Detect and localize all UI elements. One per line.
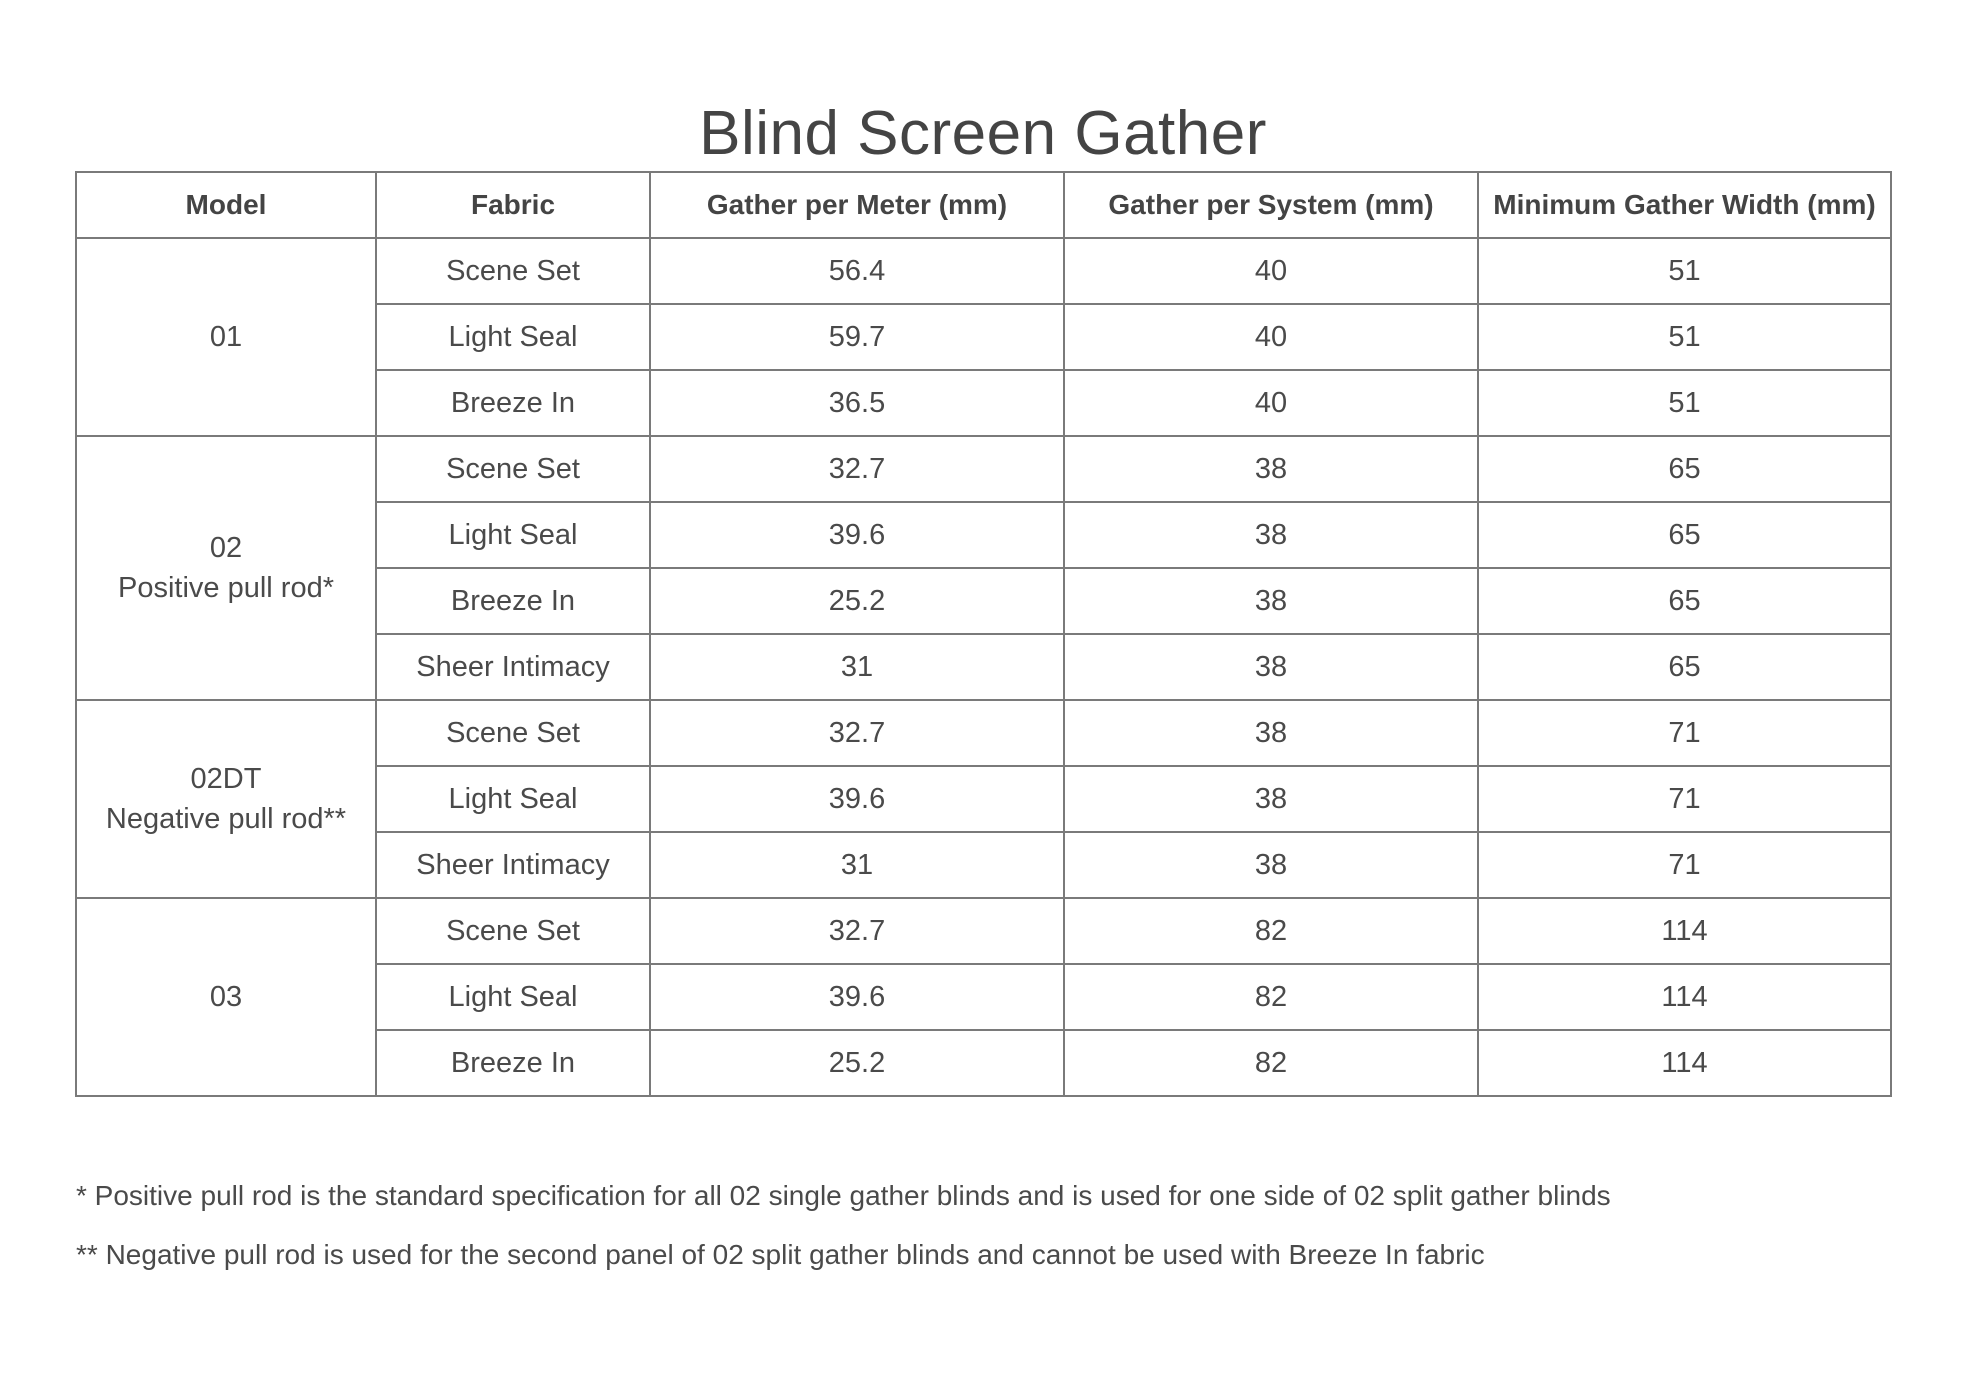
minimum-gather-width-cell: 114 — [1478, 1030, 1891, 1096]
gather-per-meter-cell: 32.7 — [650, 898, 1064, 964]
header-row — [76, 172, 1891, 238]
model-cell — [76, 238, 376, 436]
minimum-gather-width-cell: 65 — [1478, 568, 1891, 634]
model-subtitle: Negative pull rod** — [105, 803, 347, 835]
minimum-gather-width-cell: 65 — [1478, 436, 1891, 502]
gather-per-system-cell: 38 — [1064, 700, 1478, 766]
gather-per-meter-cell: 31 — [650, 832, 1064, 898]
fabric-cell: Breeze In — [376, 370, 650, 436]
gather-per-system-cell: 38 — [1064, 568, 1478, 634]
minimum-gather-width-cell: 114 — [1478, 964, 1891, 1030]
header-gather-per-meter: Gather per Meter (mm) — [650, 172, 1064, 238]
table-row — [76, 436, 1891, 502]
fabric-cell: Light Seal — [376, 964, 650, 1030]
footnote-negative-pull-rod: ** Negative pull rod is used for the second panel of 02 split gather blinds and cannot be used with Breeze In fabric — [76, 1239, 1485, 1270]
fabric-cell: Scene Set — [376, 700, 650, 766]
model-name: 02DT — [190, 763, 262, 795]
fabric-cell: Scene Set — [376, 436, 650, 502]
table-row — [76, 898, 1891, 964]
model-subtitle: Positive pull rod* — [118, 572, 334, 604]
fabric-cell: Light Seal — [376, 304, 650, 370]
fabric-cell: Scene Set — [376, 898, 650, 964]
gather-table — [75, 171, 1892, 1097]
fabric-cell: Light Seal — [376, 766, 650, 832]
model-name: 03 — [209, 981, 243, 1013]
gather-per-system-cell: 38 — [1064, 502, 1478, 568]
fabric-cell: Breeze In — [376, 568, 650, 634]
gather-per-meter-cell: 39.6 — [650, 766, 1064, 832]
gather-per-system-cell: 40 — [1064, 304, 1478, 370]
gather-per-meter-cell: 56.4 — [650, 238, 1064, 304]
footnote-positive-pull-rod: * Positive pull rod is the standard specification for all 02 single gather blinds and is used for one side of 02 split gather blinds — [76, 1180, 1611, 1211]
gather-per-system-cell: 38 — [1064, 766, 1478, 832]
gather-per-system-cell: 38 — [1064, 634, 1478, 700]
minimum-gather-width-cell: 71 — [1478, 766, 1891, 832]
gather-per-system-cell: 82 — [1064, 964, 1478, 1030]
model-cell — [76, 898, 376, 1096]
gather-per-meter-cell: 59.7 — [650, 304, 1064, 370]
minimum-gather-width-cell: 71 — [1478, 832, 1891, 898]
gather-per-meter-cell: 32.7 — [650, 436, 1064, 502]
footnotes — [76, 1178, 1890, 1296]
header-fabric: Fabric — [376, 172, 650, 238]
gather-per-meter-cell: 32.7 — [650, 700, 1064, 766]
gather-per-meter-cell: 39.6 — [650, 964, 1064, 1030]
model-name: 02 — [209, 532, 243, 564]
model-cell — [76, 700, 376, 898]
gather-per-system-cell: 82 — [1064, 1030, 1478, 1096]
fabric-cell: Light Seal — [376, 502, 650, 568]
model-name: 01 — [209, 321, 243, 353]
minimum-gather-width-cell: 51 — [1478, 238, 1891, 304]
fabric-cell: Scene Set — [376, 238, 650, 304]
gather-per-system-cell: 38 — [1064, 436, 1478, 502]
gather-per-meter-cell: 36.5 — [650, 370, 1064, 436]
gather-per-meter-cell: 31 — [650, 634, 1064, 700]
minimum-gather-width-cell: 51 — [1478, 304, 1891, 370]
page-title: Blind Screen Gather — [699, 98, 1267, 168]
minimum-gather-width-cell: 65 — [1478, 634, 1891, 700]
table-row — [76, 238, 1891, 304]
table-row — [76, 700, 1891, 766]
gather-per-system-cell: 82 — [1064, 898, 1478, 964]
minimum-gather-width-cell: 51 — [1478, 370, 1891, 436]
header-gather-per-system: Gather per System (mm) — [1064, 172, 1478, 238]
gather-per-system-cell: 40 — [1064, 238, 1478, 304]
model-cell — [76, 436, 376, 700]
gather-per-system-cell: 38 — [1064, 832, 1478, 898]
gather-per-meter-cell: 39.6 — [650, 502, 1064, 568]
header-model: Model — [76, 172, 376, 238]
table-body — [76, 238, 1891, 1096]
fabric-cell: Breeze In — [376, 1030, 650, 1096]
table-header — [76, 172, 1891, 238]
gather-per-system-cell: 40 — [1064, 370, 1478, 436]
fabric-cell: Sheer Intimacy — [376, 832, 650, 898]
header-minimum-gather-width: Minimum Gather Width (mm) — [1478, 172, 1891, 238]
minimum-gather-width-cell: 71 — [1478, 700, 1891, 766]
fabric-cell: Sheer Intimacy — [376, 634, 650, 700]
minimum-gather-width-cell: 114 — [1478, 898, 1891, 964]
gather-per-meter-cell: 25.2 — [650, 568, 1064, 634]
gather-per-meter-cell: 25.2 — [650, 1030, 1064, 1096]
minimum-gather-width-cell: 65 — [1478, 502, 1891, 568]
